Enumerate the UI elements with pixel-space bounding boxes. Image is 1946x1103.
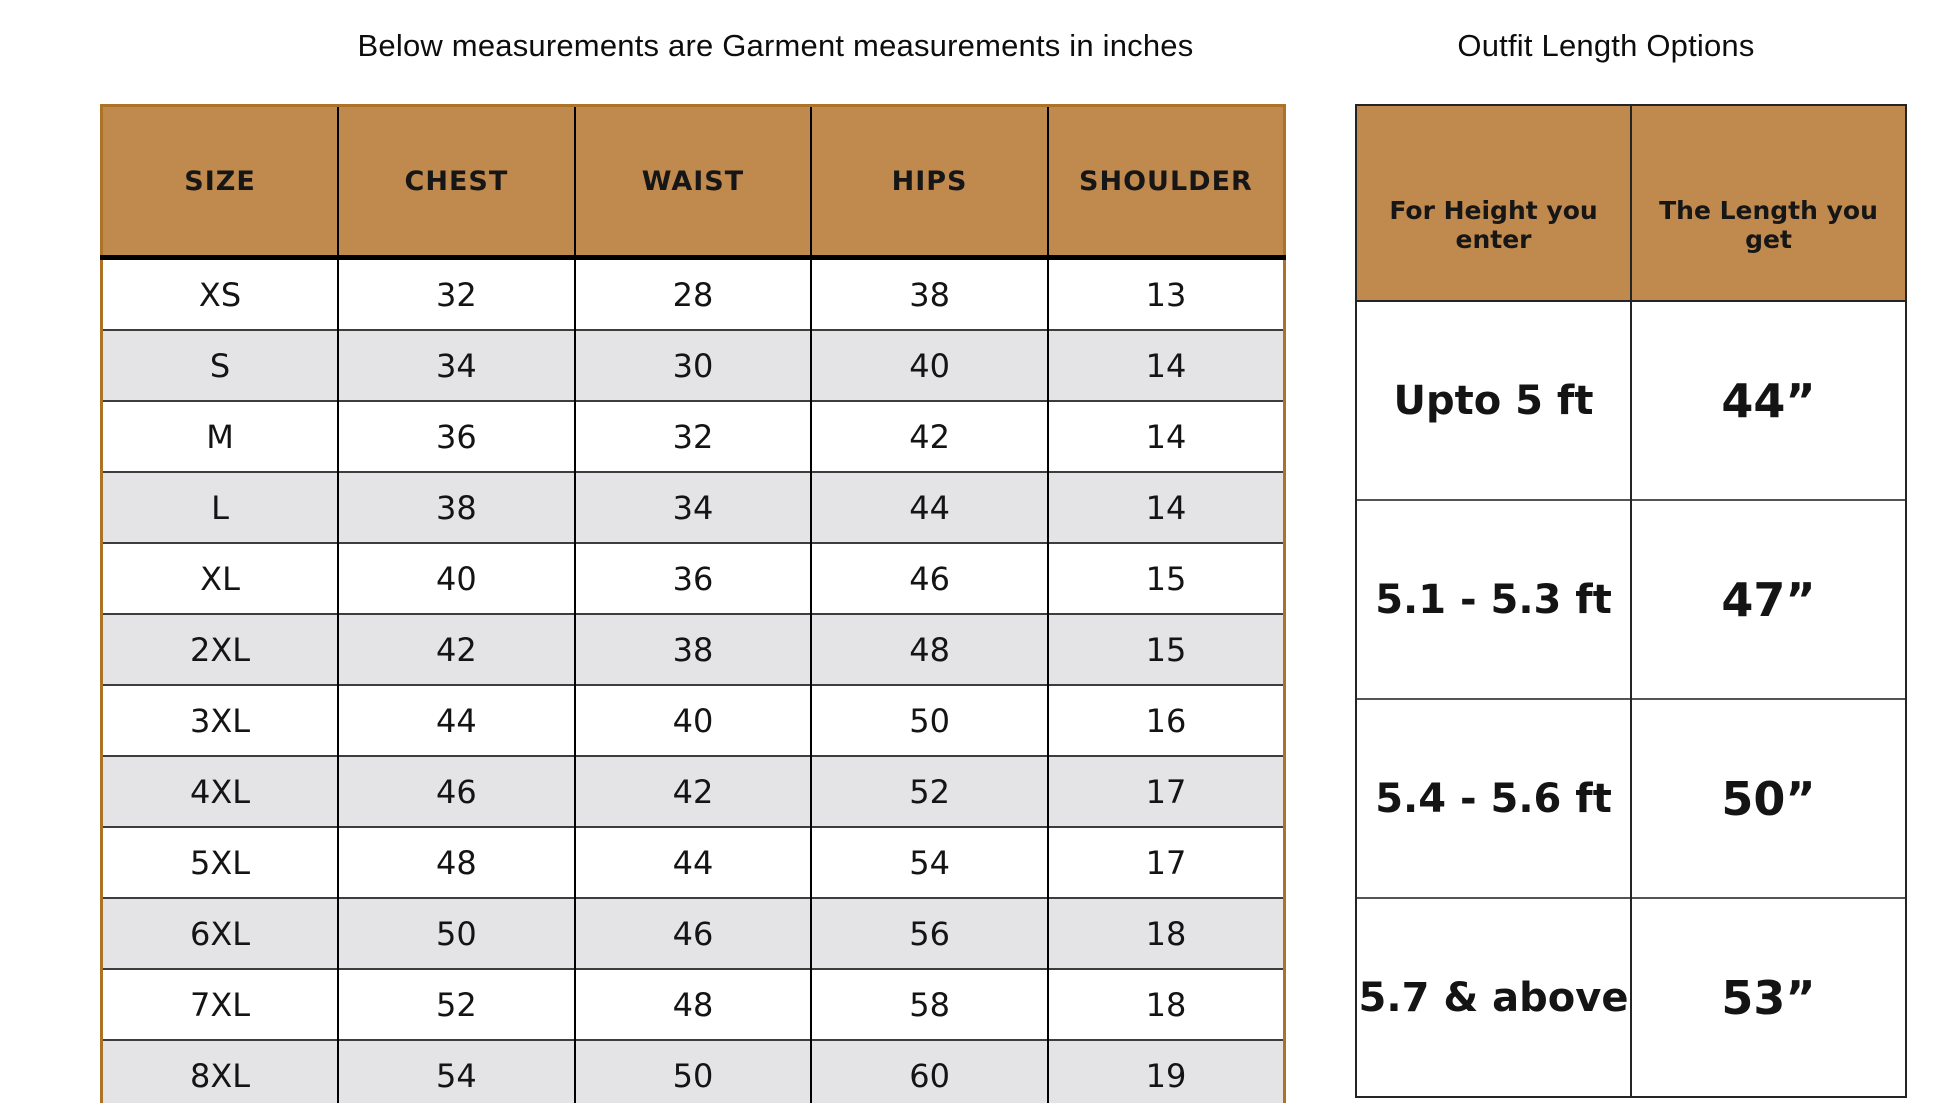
garment-measurements-table <box>100 104 1286 1103</box>
table-cell: 34 <box>338 330 575 401</box>
table-cell: 8XL <box>102 1040 339 1103</box>
table-cell: 52 <box>811 756 1048 827</box>
table-row <box>102 258 1285 331</box>
table-row <box>102 543 1285 614</box>
table-row <box>1356 699 1906 898</box>
table-row <box>1356 898 1906 1097</box>
column-header: SIZE <box>102 106 339 258</box>
table-cell: 44” <box>1631 301 1906 500</box>
table-cell: 48 <box>338 827 575 898</box>
table-cell: 2XL <box>102 614 339 685</box>
table-cell: 50 <box>338 898 575 969</box>
table-cell: 40 <box>575 685 812 756</box>
table-row <box>102 969 1285 1040</box>
table-cell: 34 <box>575 472 812 543</box>
table-cell: 14 <box>1048 401 1285 472</box>
table-cell: 36 <box>338 401 575 472</box>
table-cell: 36 <box>575 543 812 614</box>
table-cell: 4XL <box>102 756 339 827</box>
table-cell: 46 <box>575 898 812 969</box>
table-row <box>102 827 1285 898</box>
table-row <box>102 472 1285 543</box>
table-cell: 42 <box>575 756 812 827</box>
table-cell: 5.7 & above <box>1356 898 1631 1097</box>
table-cell: 47” <box>1631 500 1906 699</box>
table-cell: 46 <box>338 756 575 827</box>
column-header: CHEST <box>338 106 575 258</box>
table-cell: 40 <box>811 330 1048 401</box>
table-cell: 13 <box>1048 258 1285 331</box>
table-cell: 54 <box>338 1040 575 1103</box>
table-cell: 48 <box>811 614 1048 685</box>
table-cell: 42 <box>811 401 1048 472</box>
table-row <box>1356 301 1906 500</box>
table-cell: 44 <box>575 827 812 898</box>
table-cell: 17 <box>1048 827 1285 898</box>
table-cell: 18 <box>1048 898 1285 969</box>
column-header: WAIST <box>575 106 812 258</box>
table-cell: 5.1 - 5.3 ft <box>1356 500 1631 699</box>
table-cell: 6XL <box>102 898 339 969</box>
table-cell: 48 <box>575 969 812 1040</box>
table-cell: 38 <box>811 258 1048 331</box>
table-cell: 56 <box>811 898 1048 969</box>
outfit-length-table <box>1355 104 1907 1098</box>
table-cell: 15 <box>1048 614 1285 685</box>
table-row <box>102 1040 1285 1103</box>
table-cell: 40 <box>338 543 575 614</box>
table-cell: 52 <box>338 969 575 1040</box>
column-header: SHOULDER <box>1048 106 1285 258</box>
table-cell: 32 <box>575 401 812 472</box>
table-cell: 7XL <box>102 969 339 1040</box>
table-cell: 14 <box>1048 472 1285 543</box>
table-cell: 3XL <box>102 685 339 756</box>
table-cell: 28 <box>575 258 812 331</box>
table-cell: 50 <box>811 685 1048 756</box>
table-cell: 32 <box>338 258 575 331</box>
table-cell: 17 <box>1048 756 1285 827</box>
table-cell: 58 <box>811 969 1048 1040</box>
table-row <box>102 756 1285 827</box>
table-cell: 18 <box>1048 969 1285 1040</box>
table-cell: 42 <box>338 614 575 685</box>
table-cell: 16 <box>1048 685 1285 756</box>
table-row <box>102 401 1285 472</box>
table-cell: 53” <box>1631 898 1906 1097</box>
table-cell: 5XL <box>102 827 339 898</box>
table-cell: 46 <box>811 543 1048 614</box>
table-cell: 44 <box>338 685 575 756</box>
table-cell: 15 <box>1048 543 1285 614</box>
table-cell: 14 <box>1048 330 1285 401</box>
table-cell: 50 <box>575 1040 812 1103</box>
table-cell: M <box>102 401 339 472</box>
table-cell: 5.4 - 5.6 ft <box>1356 699 1631 898</box>
table-row <box>102 898 1285 969</box>
table-cell: 50” <box>1631 699 1906 898</box>
column-header: For Height you enter <box>1356 105 1631 301</box>
table-cell: L <box>102 472 339 543</box>
garment-measurements-title: Below measurements are Garment measurements in inches <box>357 28 1194 63</box>
header-row <box>102 106 1285 258</box>
table-cell: 30 <box>575 330 812 401</box>
table-row <box>102 685 1285 756</box>
table-cell: 44 <box>811 472 1048 543</box>
outfit-length-title: Outfit Length Options <box>1457 28 1755 63</box>
table-cell: 19 <box>1048 1040 1285 1103</box>
column-header: HIPS <box>811 106 1048 258</box>
table-row <box>102 330 1285 401</box>
table-cell: XL <box>102 543 339 614</box>
table-row <box>1356 500 1906 699</box>
table-cell: 38 <box>575 614 812 685</box>
table-cell: 38 <box>338 472 575 543</box>
table-cell: Upto 5 ft <box>1356 301 1631 500</box>
table-cell: 54 <box>811 827 1048 898</box>
column-header: The Length you get <box>1631 105 1906 301</box>
table-cell: 60 <box>811 1040 1048 1103</box>
table-row <box>102 614 1285 685</box>
table-cell: S <box>102 330 339 401</box>
header-row <box>1356 105 1906 301</box>
table-cell: XS <box>102 258 339 331</box>
